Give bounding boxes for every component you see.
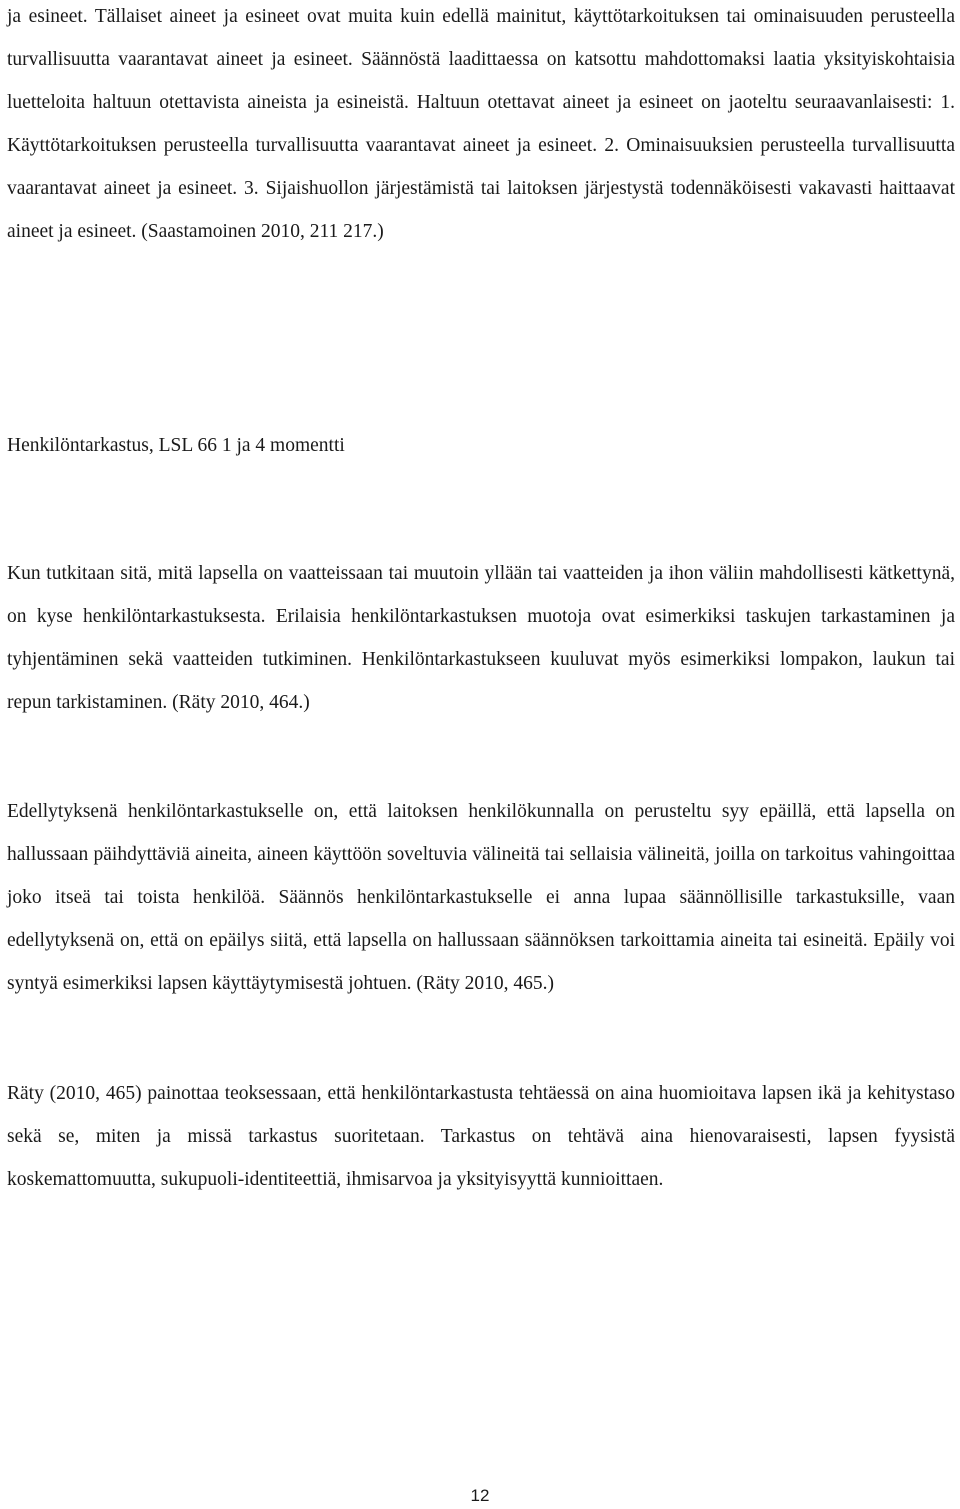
paragraph-forbidden-items: ja esineet. Tällaiset aineet ja esineet ovat muita kuin edellä mainitut, käyttötarkoituksen tai ominaisuuden perusteella turvallisuutta vaarantavat aineet ja esineet. Säännöstä laadittaessa on katsottu mahdottomaksi laatia yksityiskohtaisia luetteloita haltuun otettavista aineista ja esineistä. Haltuun otettavat aineet ja esineet on jaoteltu seuraavanlaisesti: 1. Käyttötarkoituksen perusteella turvallisuutta vaarantavat aineet ja esineet. 2. Ominaisuuksien perusteella turvallisuutta vaarantavat aineet ja esineet. 3. Sijaishuollon järjestämistä tai laitoksen järjestystä todennäköisesti vakavasti haittaavat aineet ja esineet. (Saastamoinen 2010, 211 217.)	[7, 6, 955, 242]
page-number: 12	[470, 1486, 490, 1505]
paragraph-search-considerations: Räty (2010, 465) painottaa teoksessaan, että henkilöntarkastusta tehtäessä on aina huomioitava lapsen ikä ja kehitystaso sekä se, miten ja missä tarkastus suoritetaan. Tarkastus on tehtävä aina hienovaraisesti, lapsen fyysistä koskemattomuutta, sukupuoli-identiteettiä, ihmisarvoa ja yksityisyyttä kunnioittaen.	[7, 1083, 955, 1190]
paragraph-search-conditions: Edellytyksenä henkilöntarkastukselle on, että laitoksen henkilökunnalla on perusteltu syy epäillä, että lapsella on hallussaan päihdyttäviä aineita, aineen käyttöön soveltuvia välineitä tai sellaisia välineitä, joilla on tarkoitus vahingoittaa joko itseä tai toista henkilöä. Säännös henkilöntarkastukselle ei anna lupaa säännöllisille tarkastuksille, vaan edellytyksenä on, että on epäilys siitä, että lapsella on hallussaan säännöksen tarkoittamia aineita tai esineitä. Epäily voi syntyä esimerkiksi lapsen käyttäytymisestä johtuen. (Räty 2010, 465.)	[7, 801, 955, 994]
section-heading: Henkilöntarkastus, LSL 66 1 ja 4 momentti	[7, 435, 345, 456]
paragraph-body-search-definition: Kun tutkitaan sitä, mitä lapsella on vaatteissaan tai muutoin yllään tai vaatteiden ja ihon väliin mahdollisesti kätkettynä, on kyse henkilöntarkastuksesta. Erilaisia henkilöntarkastuksen muotoja ovat esimerkiksi taskujen tarkastaminen ja tyhjentäminen sekä vaatteiden tutkiminen. Henkilöntarkastukseen kuuluvat myös esimerkiksi lompakon, laukun tai repun tarkistaminen. (Räty 2010, 464.)	[7, 563, 955, 713]
